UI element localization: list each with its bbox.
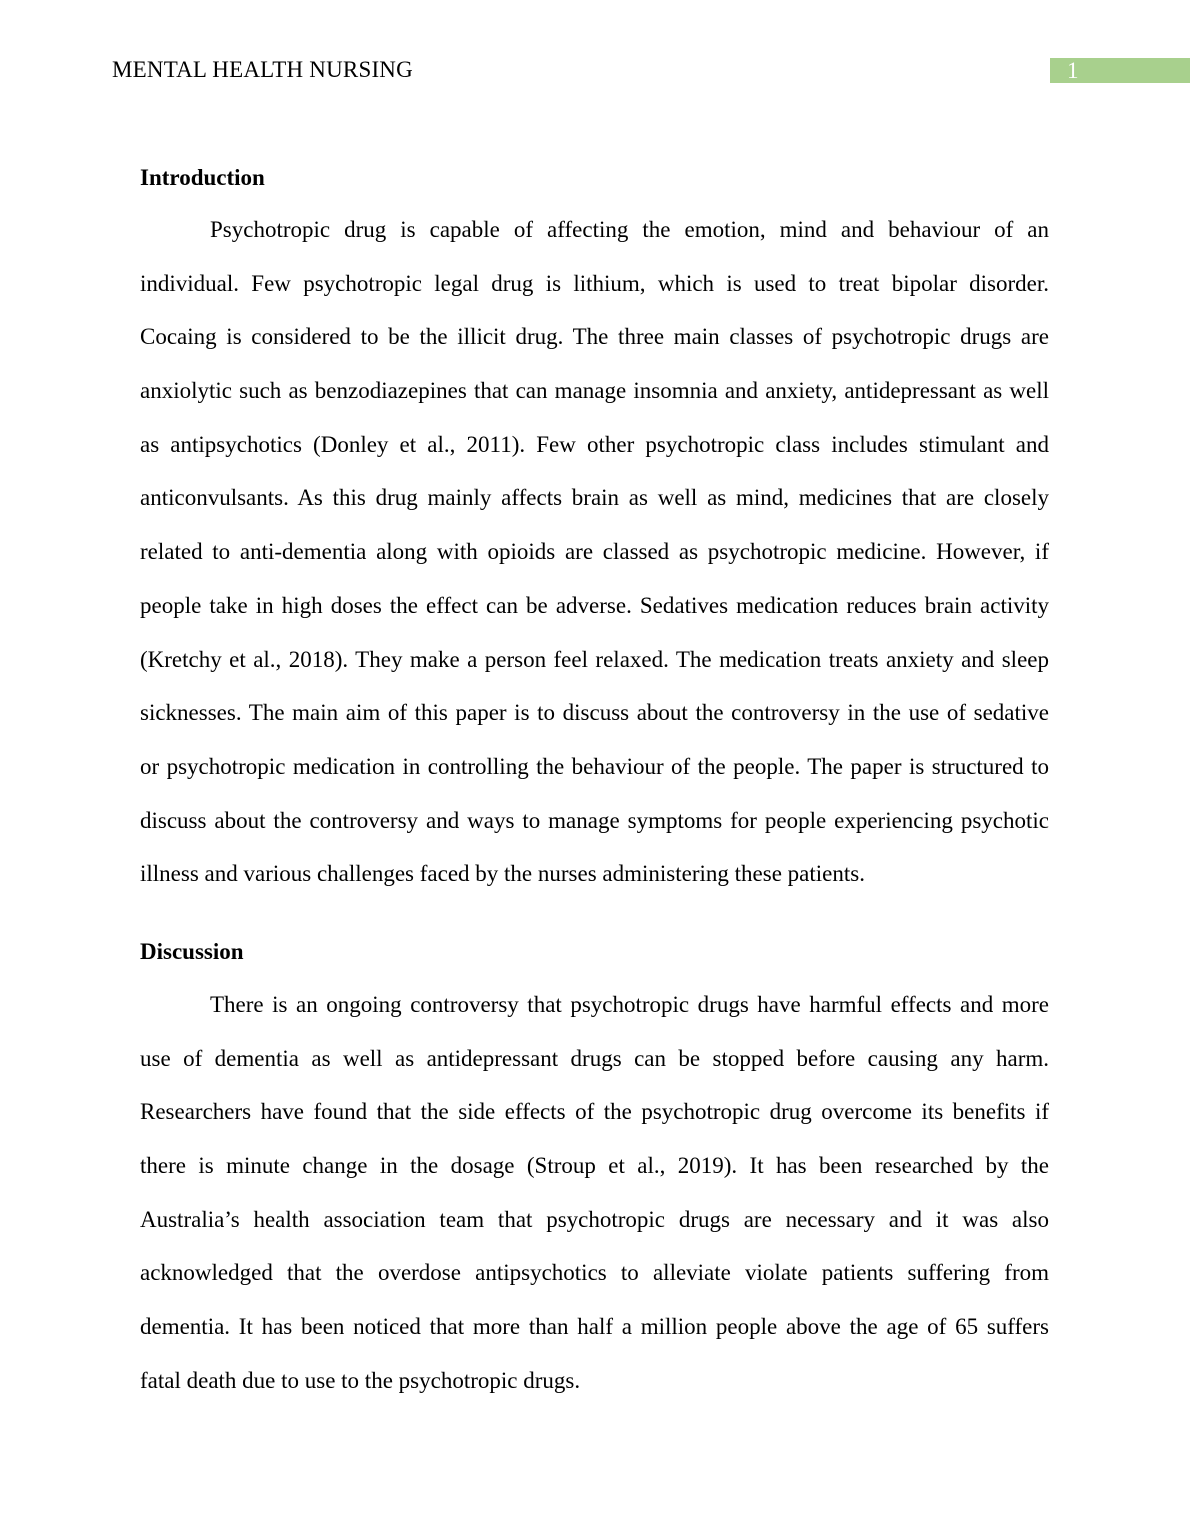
- text-line: or psychotropic medication in controlling the behaviour of the people. The paper is structured to: [140, 753, 1049, 779]
- text-line: acknowledged that the overdose antipsychotics to alleviate violate patients suffering from: [140, 1260, 1049, 1286]
- text-line: individual. Few psychotropic legal drug is lithium, which is used to treat bipolar disorder.: [140, 270, 1049, 296]
- text-line: (Kretchy et al., 2018). They make a person feel relaxed. The medication treats anxiety and sleep: [140, 646, 1049, 672]
- section-heading-discussion: Discussion: [140, 939, 244, 964]
- text-line: illness and various challenges faced by the nurses administering these patients.: [140, 861, 865, 887]
- text-line: related to anti-dementia along with opioids are classed as psychotropic medicine. However, if: [140, 539, 1049, 565]
- text-line: There is an ongoing controversy that psychotropic drugs have harmful effects and more: [210, 992, 1049, 1017]
- text-line: anticonvulsants. As this drug mainly affects brain as well as mind, medicines that are closely: [140, 485, 1049, 511]
- text-line: sicknesses. The main aim of this paper is to discuss about the controversy in the use of sedative: [140, 700, 1049, 726]
- page-number: 1: [1050, 58, 1190, 83]
- text-line: use of dementia as well as antidepressant drugs can be stopped before causing any harm.: [140, 1045, 1049, 1071]
- text-line: dementia. It has been noticed that more than half a million people above the age of 65 suffers: [140, 1314, 1049, 1340]
- text-line: Psychotropic drug is capable of affecting the emotion, mind and behaviour of an: [210, 217, 1049, 242]
- discussion-paragraph: [140, 991, 1049, 1421]
- text-line: there is minute change in the dosage (Stroup et al., 2019). It has been researched by the: [140, 1153, 1049, 1179]
- text-line: Cocaing is considered to be the illicit drug. The three main classes of psychotropic drugs are: [140, 324, 1049, 350]
- text-line: Researchers have found that the side effects of the psychotropic drug overcome its benefits if: [140, 1099, 1049, 1125]
- introduction-paragraph: [140, 216, 1049, 914]
- text-line: as antipsychotics (Donley et al., 2011). Few other psychotropic class includes stimulant and: [140, 431, 1049, 457]
- text-line: Australia’s health association team that psychotropic drugs are necessary and it was also: [140, 1206, 1049, 1232]
- text-line: people take in high doses the effect can be adverse. Sedatives medication reduces brain activity: [140, 592, 1049, 618]
- section-heading-introduction: Introduction: [140, 165, 265, 190]
- text-line: anxiolytic such as benzodiazepines that can manage insomnia and anxiety, antidepressant as well: [140, 378, 1049, 404]
- text-line: fatal death due to use to the psychotropic drugs.: [140, 1367, 581, 1393]
- text-line: discuss about the controversy and ways to manage symptoms for people experiencing psychotic: [140, 807, 1049, 833]
- running-header: MENTAL HEALTH NURSING: [112, 57, 413, 82]
